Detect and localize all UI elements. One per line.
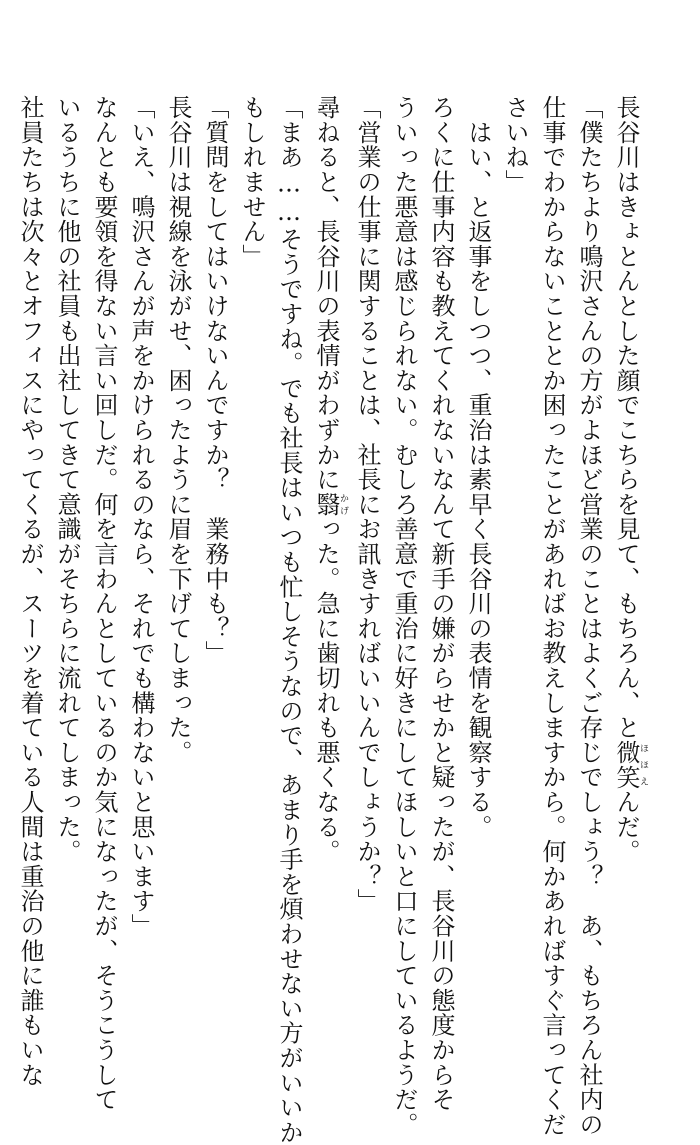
text-line-6: ろくに仕事内容も教えてくれないなんて新手の嫌がらせかと疑ったが、長谷川の態度からそ [427,95,455,1112]
text-line-9: 尋ねると、長谷川の表情がわずかに翳かげった。急に歯切れも悪くなる。 [312,95,348,864]
text-line-16: いるうちに他の社員も出社してきて意識がそちらに流れてしまった。 [53,95,81,864]
text-line-15: なんとも要領を得ない言い回しだ。何を言わんとしているのか気になったが、そうこうして [90,95,118,1112]
text-line-7: ういった悪意は感じられない。むしろ善意で重治に好きにしてほしいと口にしているようだ。 [390,95,418,1137]
text-line-1: 長谷川はきょとんとした顔でこちらを見て、もちろん、と微笑ほほえんだ。 [612,95,648,864]
text-line-4: さいね」 [501,95,529,195]
ruby-hohoe: 微笑ほほえ [612,739,648,790]
text-line-2: 「僕たちより鳴沢さんの方がよほど営業のことはよくご存じでしょう？ あ、もちろん社内の [575,95,603,1137]
ruby-kage: 翳かげ [312,491,348,517]
text-line-12: 「質問をしてはいけないんですか？ 業務中も？」 [201,95,229,666]
text-line-17: 社員たちは次々とオフィスにやってくるが、スーツを着ている人間は重治の他に誰もいな [16,95,44,1087]
text-line-3: 仕事でわからないこととか困ったことがあればお教えしますから。何かあればすぐ言ってくだ [538,95,566,1137]
text-line-10: 「まあ……そうですね。でも社長はいつも忙しそうなので、あまり手を煩わせない方がいいか [275,95,303,1145]
text-line-14: 「いえ、鳴沢さんが声をかけられるのなら、それでも構わないと思います」 [127,95,155,939]
text-line-8: 「営業の仕事に関することは、社長にお訊きすればいいんでしょうか？」 [353,95,381,914]
text-line-5: はい、と返事をしつつ、重治は素早く長谷川の表情を観察する。 [464,95,492,839]
text-line-11: もしれません」 [238,95,266,269]
text-line-13: 長谷川は視線を泳がせ、困ったように眉を下げてしまった。 [164,95,192,765]
vertical-text-body [11,95,648,1145]
